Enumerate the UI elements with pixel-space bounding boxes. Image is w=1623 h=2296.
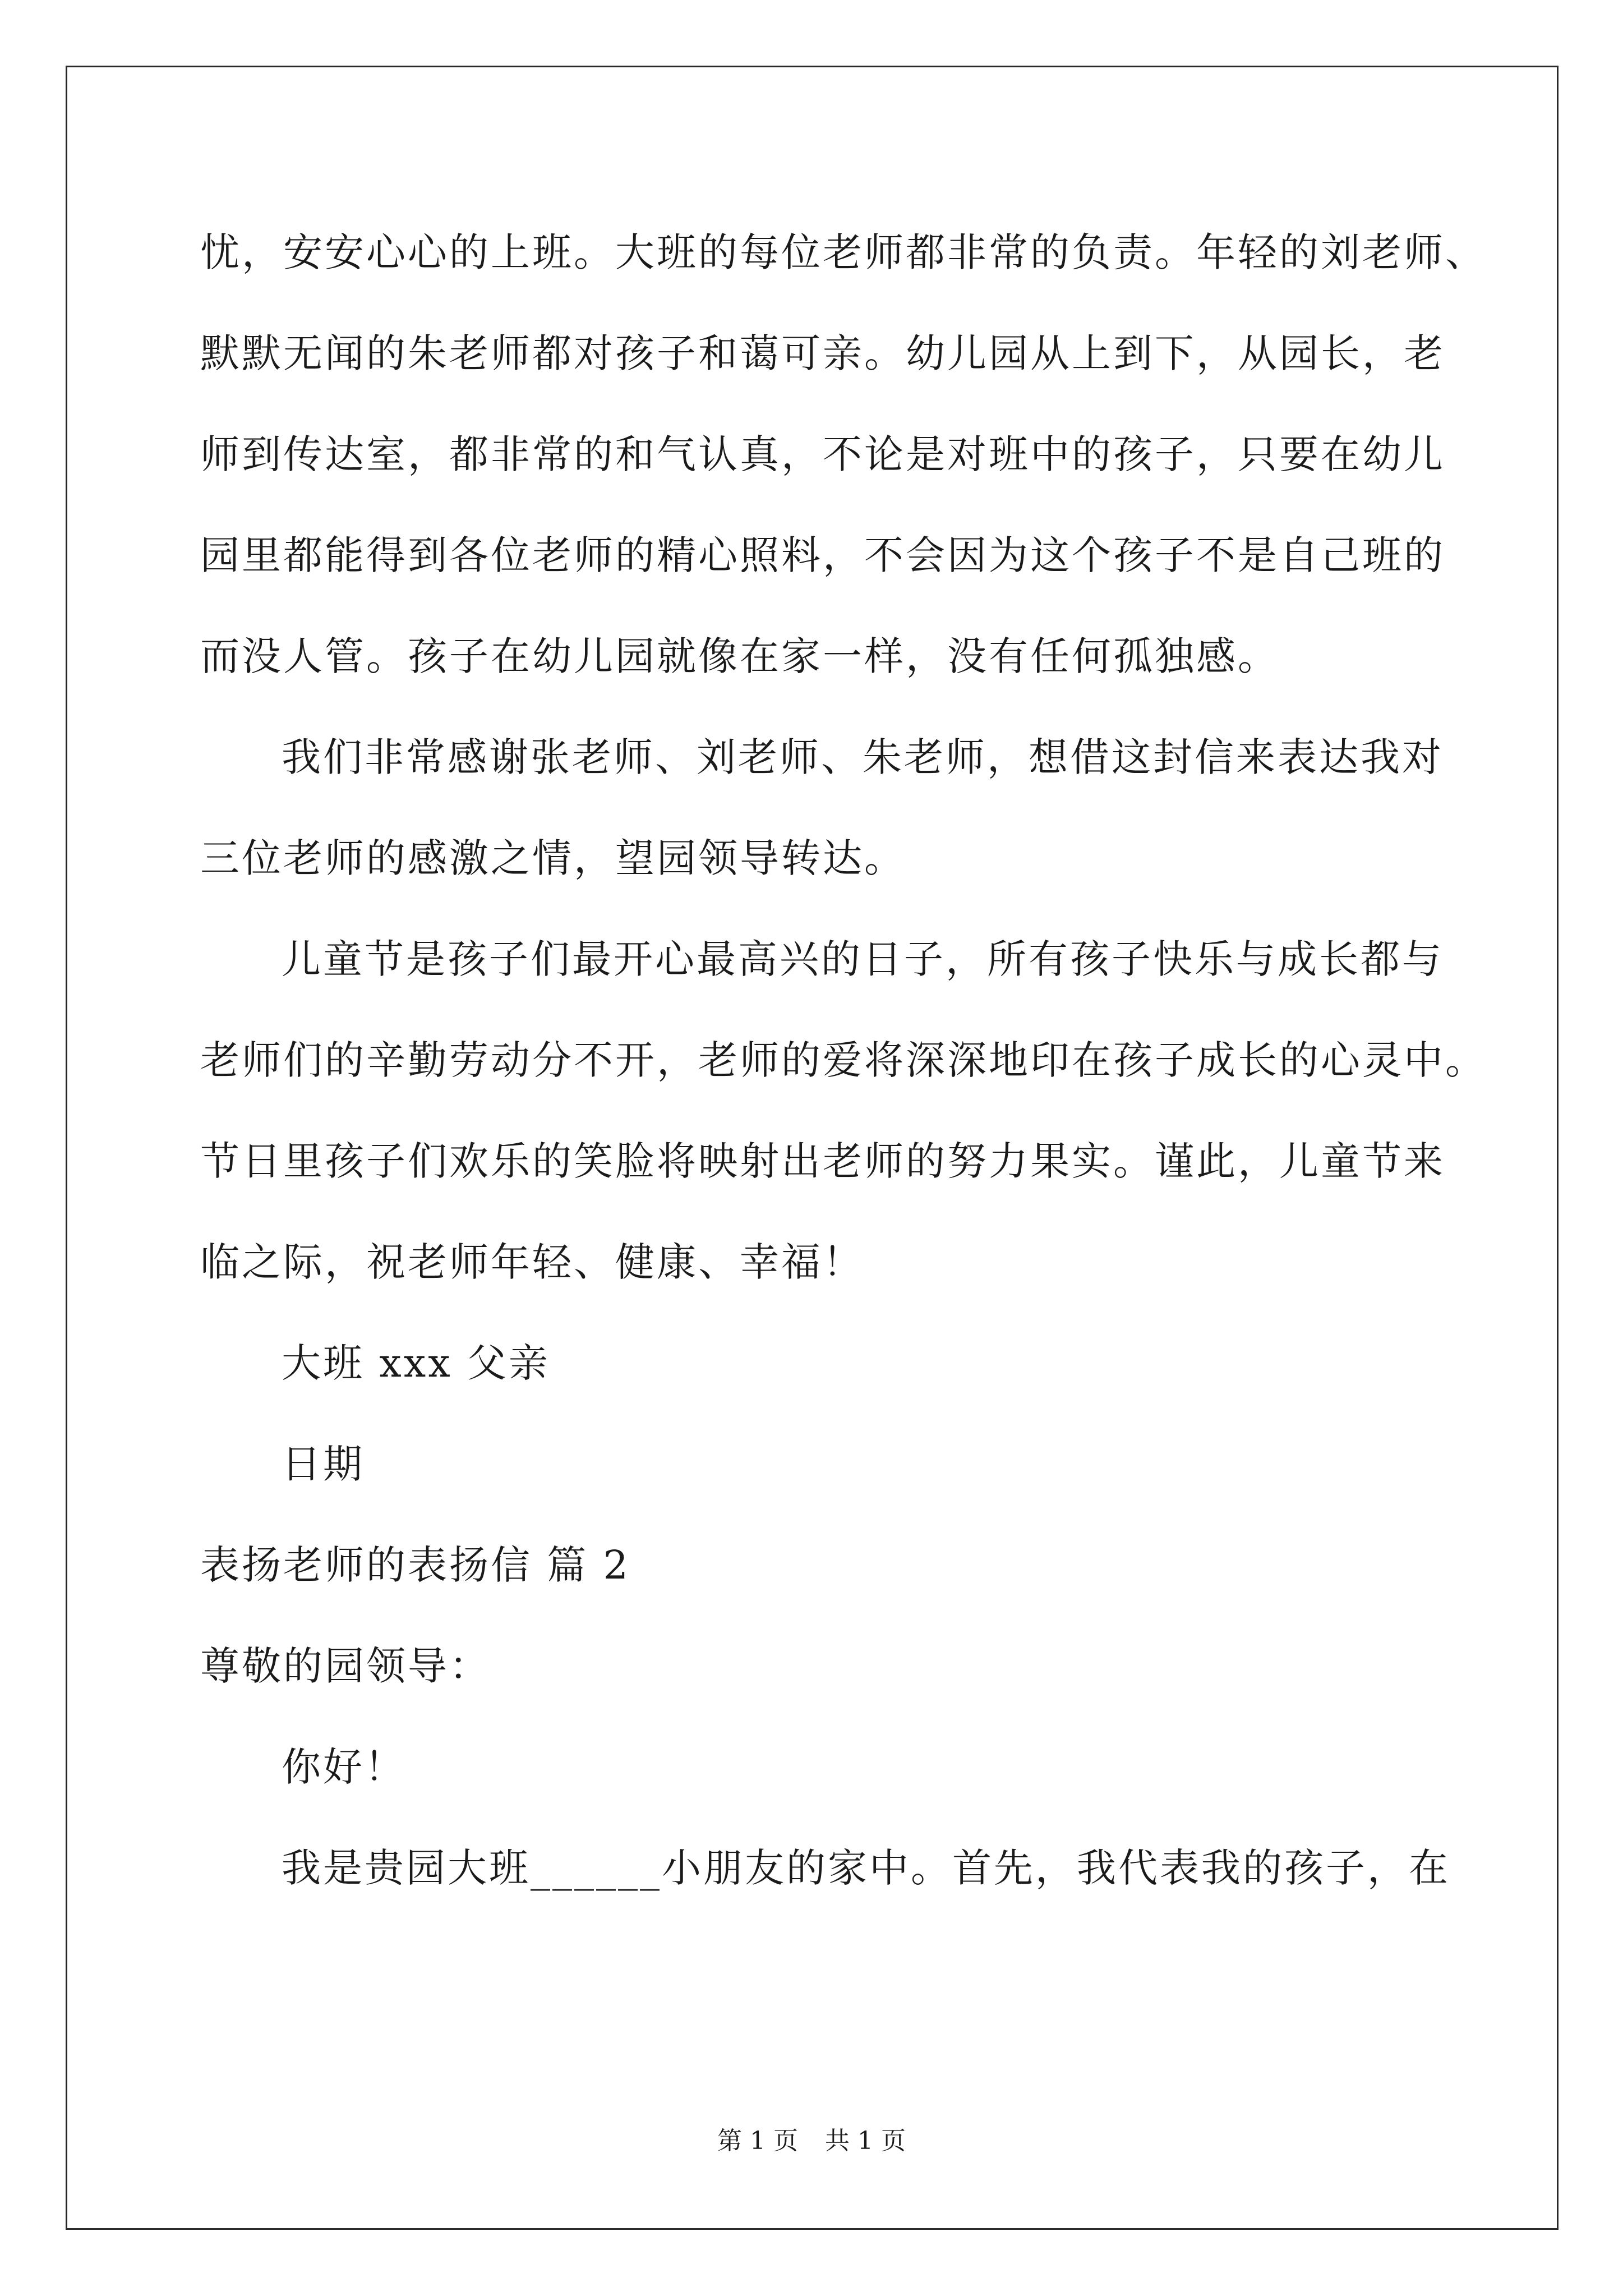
paragraph-line: 默默无闻的朱老师都对孩子和蔼可亲。幼儿园从上到下，从园长，老	[200, 330, 1445, 376]
page-footer	[0, 2120, 1623, 2156]
section-heading: 表扬老师的表扬信 篇 2	[200, 1542, 631, 1588]
page-total: 共 1 页	[825, 2127, 906, 2155]
greeting: 你好！	[282, 1744, 406, 1790]
paragraph-line: 儿童节是孩子们最开心最高兴的日子，所有孩子快乐与成长都与	[282, 936, 1444, 982]
paragraph-line: 临之际，祝老师年轻、健康、幸福！	[200, 1239, 864, 1285]
paragraph-line: 节日里孩子们欢乐的笑脸将映射出老师的努力果实。谨此，儿童节来	[200, 1138, 1445, 1184]
paragraph-line: 我们非常感谢张老师、刘老师、朱老师，想借这封信来表达我对	[282, 734, 1444, 780]
paragraph-line: 老师们的辛勤劳动分不开，老师的爱将深深地印在孩子成长的心灵中。	[200, 1037, 1487, 1083]
paragraph-line: 忧，安安心心的上班。大班的每位老师都非常的负责。年轻的刘老师、	[200, 229, 1487, 275]
signature-line: 大班 xxx 父亲	[282, 1340, 550, 1386]
paragraph-line: 师到传达室，都非常的和气认真，不论是对班中的孩子，只要在幼儿	[200, 431, 1445, 477]
page-number: 第 1 页	[717, 2127, 798, 2155]
paragraph-line: 而没人管。孩子在幼儿园就像在家一样，没有任何孤独感。	[200, 633, 1279, 679]
salutation: 尊敬的园领导：	[200, 1643, 491, 1689]
paragraph-line: 我是贵园大班______小朋友的家中。首先，我代表我的孩子，在	[282, 1845, 1450, 1891]
date-line: 日期	[282, 1441, 365, 1487]
paragraph-line: 园里都能得到各位老师的精心照料，不会因为这个孩子不是自己班的	[200, 532, 1445, 578]
document-body	[200, 202, 1487, 1918]
paragraph-line: 三位老师的感激之情，望园领导转达。	[200, 835, 906, 881]
